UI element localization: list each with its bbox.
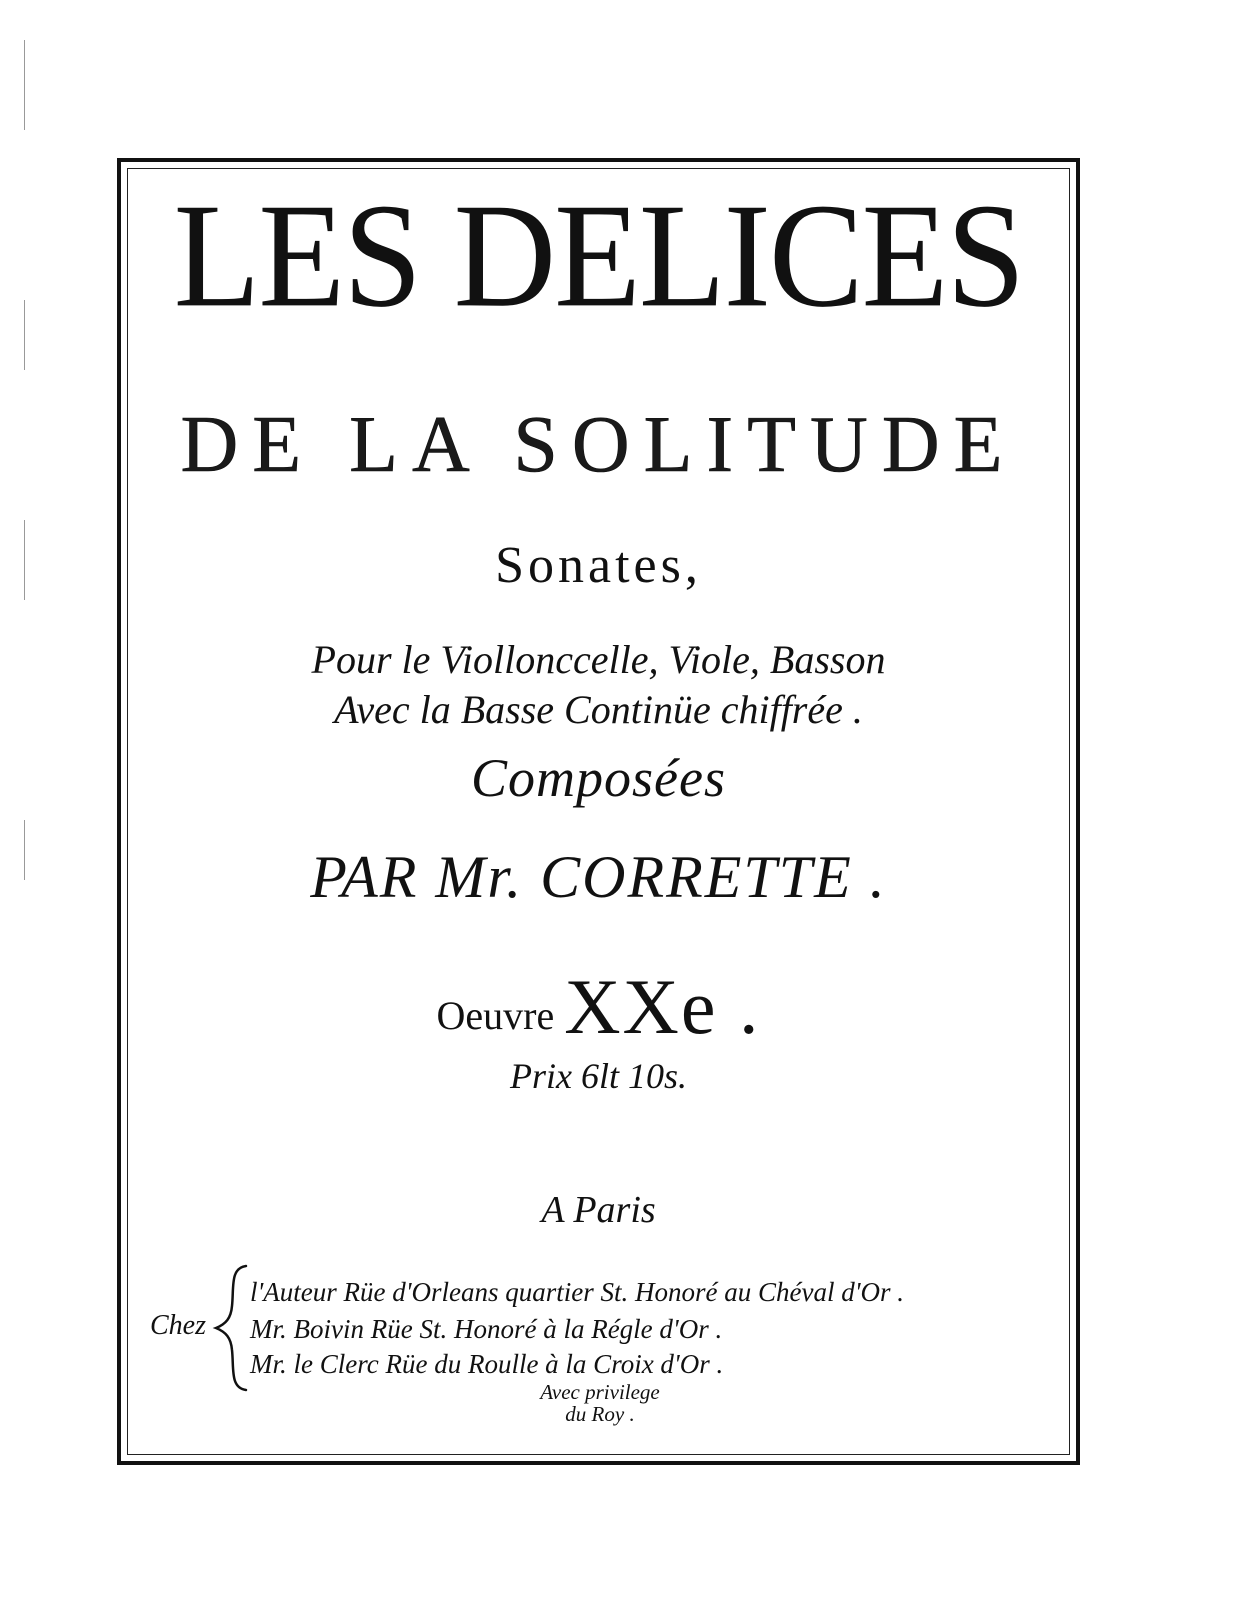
page-border-inner: [127, 168, 1070, 1455]
title-line-1: LES DELICES: [173, 172, 1024, 338]
instruments-line-2: Avec la Basse Continüe chiffrée .: [334, 687, 863, 732]
place-of-publication: A Paris: [541, 1189, 656, 1231]
subtitle: Sonates,: [495, 537, 702, 594]
scan-edge-mark: [24, 40, 25, 130]
scan-edge-mark: [24, 520, 25, 600]
scan-edge-mark: [24, 820, 25, 880]
opus-number: XXe .: [564, 963, 761, 1050]
opus-label: Oeuvre: [436, 993, 555, 1038]
seller-address-3: Mr. le Clerc Rüe du Roulle à la Croix d'Or .: [250, 1349, 724, 1379]
chez-label: Chez: [150, 1310, 206, 1341]
author-line: PAR Mr. CORRETTE .: [310, 844, 887, 910]
privilege-line-2: du Roy .: [565, 1402, 635, 1426]
price: Prix 6lt 10s.: [510, 1056, 687, 1096]
curly-brace-icon: [212, 1262, 252, 1394]
composed-label: Composées: [471, 748, 726, 808]
title-line-2: DE LA SOLITUDE: [180, 401, 1017, 489]
seller-address-1: l'Auteur Rüe d'Orleans quartier St. Honoré au Chéval d'Or .: [250, 1277, 905, 1307]
privilege-line-1: Avec privilege: [540, 1380, 660, 1404]
seller-address-2: Mr. Boivin Rüe St. Honoré à la Régle d'Or .: [250, 1314, 723, 1344]
opus-line: [127, 962, 1070, 1061]
scan-edge-mark: [24, 300, 25, 370]
instruments-line-1: Pour le Viollonccelle, Viole, Basson: [311, 637, 886, 682]
